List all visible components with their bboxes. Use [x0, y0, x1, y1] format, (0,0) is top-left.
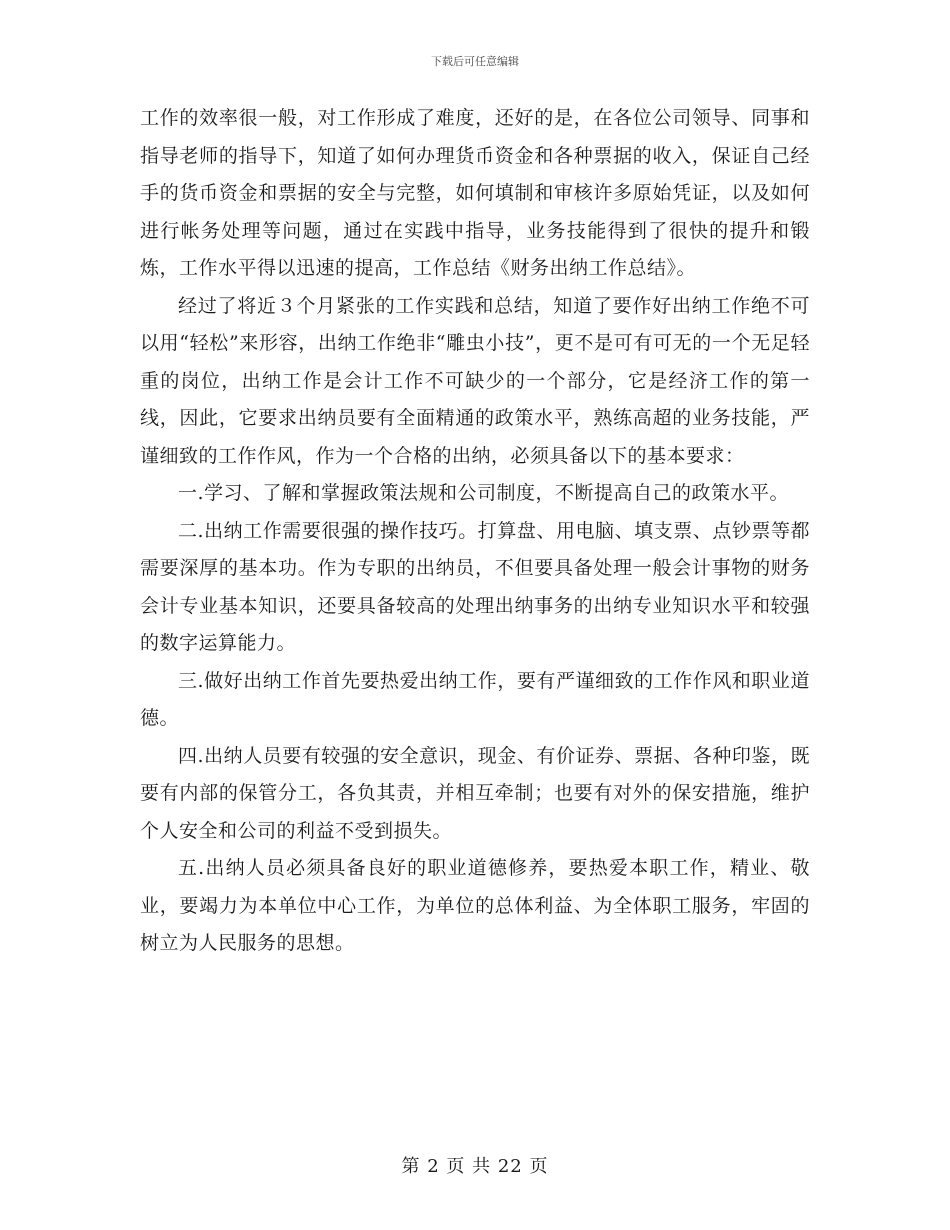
paragraph: 一.学习、了解和掌握政策法规和公司制度，不断提高自己的政策水平。: [178, 482, 790, 504]
document-body: [140, 100, 810, 963]
page-header: 下载后可任意编辑: [431, 55, 519, 68]
paragraph: 经过了将近３个月紧张的工作实践和总结，知道了要作好出纳工作绝不可以用“轻松”来形容，出纳工作绝非“雕虫小技”，更不是可有可无的一个无足轻重的岗位，出纳工作是会计工作不可缺少的一个部分，它是经济工作的第一线，因此，它要求出纳员要有全面精通的政策水平，熟练高超的业务技能，严谨细致的工作作风，作为一个合格的出纳，必须具备以下的基本要求：: [140, 294, 810, 467]
paragraph: 五.出纳人员必须具备良好的职业道德修养，要热爱本职工作，精业、敬业，要竭力为本单位中心工作，为单位的总体利益、为全体职工服务，牢固的树立为人民服务的思想。: [140, 857, 810, 954]
paragraph: 三.做好出纳工作首先要热爱出纳工作，要有严谨细致的工作作风和职业道德。: [140, 669, 810, 729]
paragraph: 四.出纳人员要有较强的安全意识，现金、有价证券、票据、各种印鉴，既要有内部的保管分工，各负其责，并相互牵制；也要有对外的保安措施，维护个人安全和公司的利益不受到损失。: [140, 744, 810, 842]
page-number-footer: 第 2 页 共 22 页: [401, 1156, 549, 1177]
paragraph: 二.出纳工作需要很强的操作技巧。打算盘、用电脑、填支票、点钞票等都需要深厚的基本功。作为专职的出纳员，不但要具备处理一般会计事物的财务会计专业基本知识，还要具备较高的处理出纳事务的出纳专业知识水平和较强的数字运算能力。: [140, 519, 810, 654]
paragraph: 工作的效率很一般，对工作形成了难度，还好的是，在各位公司领导、同事和指导老师的指导下，知道了如何办理货币资金和各种票据的收入，保证自己经手的货币资金和票据的安全与完整，如何填制和审核许多原始凭证，以及如何进行帐务处理等问题，通过在实践中指导，业务技能得到了很快的提升和锻炼，工作水平得以迅速的提高，工作总结《财务出纳工作总结》。: [140, 107, 810, 279]
